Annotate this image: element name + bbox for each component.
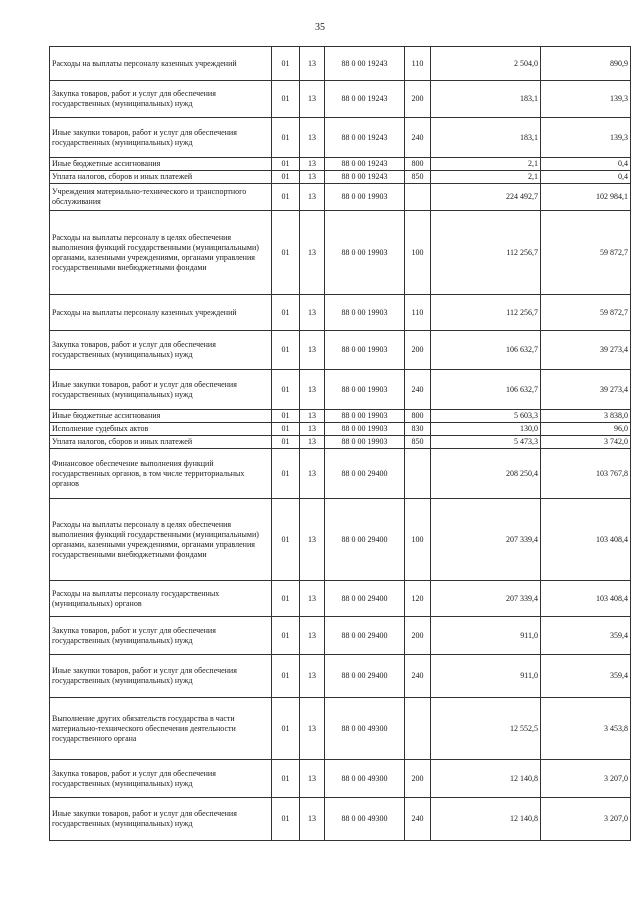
amount-actual-cell: 3 207,0: [541, 798, 631, 841]
expense-type-cell: 200: [405, 331, 431, 370]
amount-actual-cell: 3 453,8: [541, 698, 631, 760]
amount-actual-cell: 39 273,4: [541, 370, 631, 410]
table-row: [50, 581, 631, 617]
amount-actual-cell: 3 742,0: [541, 436, 631, 449]
subsection-code-cell: 13: [300, 436, 325, 449]
section-code-cell: 01: [272, 47, 300, 81]
target-article-cell: 88 0 00 19243: [325, 171, 405, 184]
section-code-cell: 01: [272, 423, 300, 436]
expense-type-cell: 240: [405, 370, 431, 410]
section-code-cell: 01: [272, 158, 300, 171]
expense-name-cell: Иные бюджетные ассигнования: [50, 410, 272, 423]
table-row: [50, 655, 631, 698]
amount-plan-cell: 2 504,0: [431, 47, 541, 81]
amount-actual-cell: 359,4: [541, 655, 631, 698]
amount-actual-cell: 359,4: [541, 617, 631, 655]
section-code-cell: 01: [272, 184, 300, 211]
table-row: [50, 798, 631, 841]
amount-actual-cell: 139,3: [541, 118, 631, 158]
section-code-cell: 01: [272, 295, 300, 331]
amount-actual-cell: 139,3: [541, 81, 631, 118]
table-row: [50, 423, 631, 436]
amount-plan-cell: 112 256,7: [431, 295, 541, 331]
amount-plan-cell: 5 603,3: [431, 410, 541, 423]
expense-name-cell: Иные закупки товаров, работ и услуг для обеспечения государственных (муниципальных) нужд: [50, 655, 272, 698]
amount-actual-cell: 103 408,4: [541, 499, 631, 581]
amount-plan-cell: 12 140,8: [431, 798, 541, 841]
expense-name-cell: Иные бюджетные ассигнования: [50, 158, 272, 171]
table-row: [50, 81, 631, 118]
expense-type-cell: 850: [405, 436, 431, 449]
subsection-code-cell: 13: [300, 331, 325, 370]
amount-actual-cell: 59 872,7: [541, 295, 631, 331]
subsection-code-cell: 13: [300, 211, 325, 295]
subsection-code-cell: 13: [300, 410, 325, 423]
section-code-cell: 01: [272, 617, 300, 655]
subsection-code-cell: 13: [300, 81, 325, 118]
amount-plan-cell: 12 140,8: [431, 760, 541, 798]
section-code-cell: 01: [272, 449, 300, 499]
expense-name-cell: Расходы на выплаты персоналу в целях обеспечения выполнения функций государственными (муниципальными) органами, казенными учреждениями, органами управления государственными внебюджетными фондами: [50, 211, 272, 295]
table-row: [50, 171, 631, 184]
section-code-cell: 01: [272, 211, 300, 295]
table-row: [50, 617, 631, 655]
expense-type-cell: 100: [405, 499, 431, 581]
target-article-cell: 88 0 00 19903: [325, 410, 405, 423]
expense-type-cell: [405, 449, 431, 499]
target-article-cell: 88 0 00 19243: [325, 118, 405, 158]
expense-type-cell: [405, 698, 431, 760]
subsection-code-cell: 13: [300, 655, 325, 698]
table-row: [50, 331, 631, 370]
amount-plan-cell: 112 256,7: [431, 211, 541, 295]
subsection-code-cell: 13: [300, 698, 325, 760]
expense-type-cell: 200: [405, 617, 431, 655]
table-row: [50, 410, 631, 423]
expense-type-cell: 200: [405, 81, 431, 118]
expense-type-cell: 120: [405, 581, 431, 617]
section-code-cell: 01: [272, 370, 300, 410]
expense-type-cell: 850: [405, 171, 431, 184]
expense-type-cell: 830: [405, 423, 431, 436]
section-code-cell: 01: [272, 171, 300, 184]
expense-name-cell: Финансовое обеспечение выполнения функций государственных органов, в том числе территориальных органов: [50, 449, 272, 499]
table-row: [50, 499, 631, 581]
expense-type-cell: 240: [405, 118, 431, 158]
expense-name-cell: Закупка товаров, работ и услуг для обеспечения государственных (муниципальных) нужд: [50, 331, 272, 370]
section-code-cell: 01: [272, 436, 300, 449]
amount-plan-cell: 12 552,5: [431, 698, 541, 760]
subsection-code-cell: 13: [300, 581, 325, 617]
expense-type-cell: 200: [405, 760, 431, 798]
table-row: [50, 449, 631, 499]
target-article-cell: 88 0 00 29400: [325, 581, 405, 617]
table-row: [50, 158, 631, 171]
target-article-cell: 88 0 00 19243: [325, 81, 405, 118]
expense-name-cell: Расходы на выплаты персоналу государственных (муниципальных) органов: [50, 581, 272, 617]
expense-type-cell: [405, 184, 431, 211]
subsection-code-cell: 13: [300, 499, 325, 581]
expense-type-cell: 110: [405, 295, 431, 331]
amount-actual-cell: 96,0: [541, 423, 631, 436]
amount-plan-cell: 911,0: [431, 617, 541, 655]
expense-name-cell: Закупка товаров, работ и услуг для обеспечения государственных (муниципальных) нужд: [50, 617, 272, 655]
subsection-code-cell: 13: [300, 295, 325, 331]
target-article-cell: 88 0 00 19903: [325, 423, 405, 436]
expense-type-cell: 110: [405, 47, 431, 81]
amount-plan-cell: 183,1: [431, 81, 541, 118]
subsection-code-cell: 13: [300, 184, 325, 211]
amount-actual-cell: 102 984,1: [541, 184, 631, 211]
expense-name-cell: Иные закупки товаров, работ и услуг для обеспечения государственных (муниципальных) нужд: [50, 370, 272, 410]
expense-type-cell: 100: [405, 211, 431, 295]
target-article-cell: 88 0 00 29400: [325, 617, 405, 655]
section-code-cell: 01: [272, 698, 300, 760]
target-article-cell: 88 0 00 29400: [325, 655, 405, 698]
budget-table: [49, 46, 631, 841]
table-row: [50, 211, 631, 295]
expense-name-cell: Выполнение других обязательств государства в части материально-технического обеспечения деятельности государственного органа: [50, 698, 272, 760]
target-article-cell: 88 0 00 19903: [325, 295, 405, 331]
subsection-code-cell: 13: [300, 171, 325, 184]
page-number: 35: [315, 22, 325, 33]
amount-plan-cell: 106 632,7: [431, 370, 541, 410]
subsection-code-cell: 13: [300, 798, 325, 841]
subsection-code-cell: 13: [300, 760, 325, 798]
section-code-cell: 01: [272, 499, 300, 581]
target-article-cell: 88 0 00 49300: [325, 798, 405, 841]
section-code-cell: 01: [272, 81, 300, 118]
amount-actual-cell: 103 408,4: [541, 581, 631, 617]
expense-name-cell: Расходы на выплаты персоналу в целях обеспечения выполнения функций государственными (муниципальными) органами, казенными учреждениями, органами управления государственными внебюджетными фондами: [50, 499, 272, 581]
expense-name-cell: Уплата налогов, сборов и иных платежей: [50, 436, 272, 449]
amount-plan-cell: 208 250,4: [431, 449, 541, 499]
expense-name-cell: Учреждения материально-технического и транспортного обслуживания: [50, 184, 272, 211]
expense-name-cell: Закупка товаров, работ и услуг для обеспечения государственных (муниципальных) нужд: [50, 81, 272, 118]
table-row: [50, 47, 631, 81]
target-article-cell: 88 0 00 19903: [325, 331, 405, 370]
section-code-cell: 01: [272, 760, 300, 798]
target-article-cell: 88 0 00 19903: [325, 211, 405, 295]
table-row: [50, 370, 631, 410]
expense-name-cell: Закупка товаров, работ и услуг для обеспечения государственных (муниципальных) нужд: [50, 760, 272, 798]
subsection-code-cell: 13: [300, 158, 325, 171]
table-row: [50, 118, 631, 158]
amount-actual-cell: 3 207,0: [541, 760, 631, 798]
amount-plan-cell: 183,1: [431, 118, 541, 158]
amount-actual-cell: 103 767,8: [541, 449, 631, 499]
amount-plan-cell: 207 339,4: [431, 581, 541, 617]
target-article-cell: 88 0 00 29400: [325, 499, 405, 581]
subsection-code-cell: 13: [300, 118, 325, 158]
amount-actual-cell: 59 872,7: [541, 211, 631, 295]
amount-actual-cell: 39 273,4: [541, 331, 631, 370]
amount-plan-cell: 911,0: [431, 655, 541, 698]
amount-plan-cell: 5 473,3: [431, 436, 541, 449]
section-code-cell: 01: [272, 798, 300, 841]
section-code-cell: 01: [272, 581, 300, 617]
subsection-code-cell: 13: [300, 449, 325, 499]
table-row: [50, 295, 631, 331]
amount-plan-cell: 106 632,7: [431, 331, 541, 370]
expense-type-cell: 240: [405, 655, 431, 698]
amount-plan-cell: 224 492,7: [431, 184, 541, 211]
amount-plan-cell: 207 339,4: [431, 499, 541, 581]
amount-actual-cell: 890,9: [541, 47, 631, 81]
table-row: [50, 436, 631, 449]
amount-actual-cell: 0,4: [541, 158, 631, 171]
subsection-code-cell: 13: [300, 423, 325, 436]
section-code-cell: 01: [272, 410, 300, 423]
expense-name-cell: Исполнение судебных актов: [50, 423, 272, 436]
table-row: [50, 760, 631, 798]
expense-type-cell: 800: [405, 410, 431, 423]
expense-name-cell: Иные закупки товаров, работ и услуг для обеспечения государственных (муниципальных) нужд: [50, 118, 272, 158]
target-article-cell: 88 0 00 19903: [325, 184, 405, 211]
amount-actual-cell: 3 838,0: [541, 410, 631, 423]
expense-name-cell: Иные закупки товаров, работ и услуг для обеспечения государственных (муниципальных) нужд: [50, 798, 272, 841]
subsection-code-cell: 13: [300, 370, 325, 410]
section-code-cell: 01: [272, 331, 300, 370]
subsection-code-cell: 13: [300, 47, 325, 81]
expense-name-cell: Расходы на выплаты персоналу казенных учреждений: [50, 47, 272, 81]
expense-name-cell: Расходы на выплаты персоналу казенных учреждений: [50, 295, 272, 331]
target-article-cell: 88 0 00 49300: [325, 760, 405, 798]
target-article-cell: 88 0 00 19243: [325, 158, 405, 171]
target-article-cell: 88 0 00 49300: [325, 698, 405, 760]
amount-plan-cell: 130,0: [431, 423, 541, 436]
section-code-cell: 01: [272, 655, 300, 698]
target-article-cell: 88 0 00 19903: [325, 436, 405, 449]
expense-type-cell: 240: [405, 798, 431, 841]
amount-plan-cell: 2,1: [431, 158, 541, 171]
target-article-cell: 88 0 00 19903: [325, 370, 405, 410]
subsection-code-cell: 13: [300, 617, 325, 655]
amount-plan-cell: 2,1: [431, 171, 541, 184]
table-row: [50, 184, 631, 211]
target-article-cell: 88 0 00 29400: [325, 449, 405, 499]
amount-actual-cell: 0,4: [541, 171, 631, 184]
expense-name-cell: Уплата налогов, сборов и иных платежей: [50, 171, 272, 184]
target-article-cell: 88 0 00 19243: [325, 47, 405, 81]
expense-type-cell: 800: [405, 158, 431, 171]
table-row: [50, 698, 631, 760]
section-code-cell: 01: [272, 118, 300, 158]
budget-table-body: [50, 47, 631, 841]
